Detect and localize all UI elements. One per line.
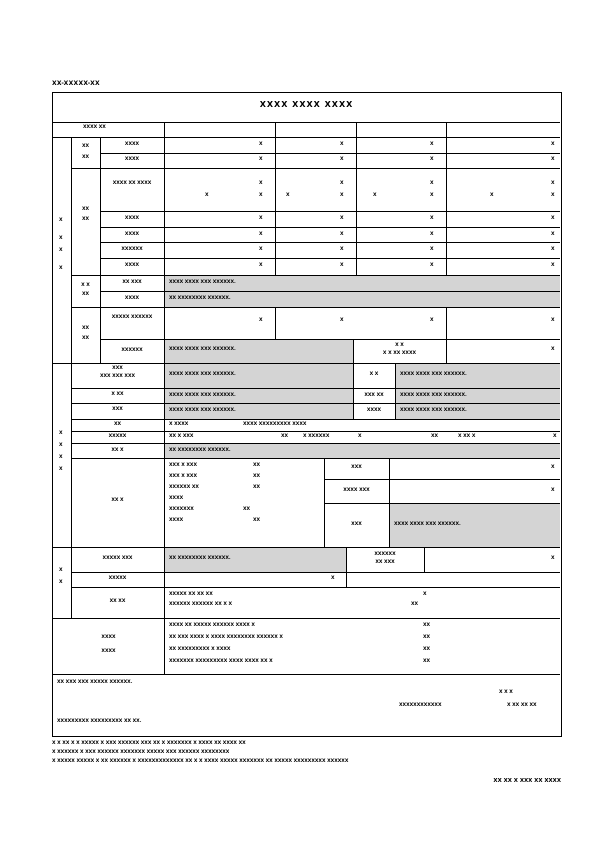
note-line: XXXX XX XXXXX XXXXXX XXXX X <box>169 623 255 628</box>
row-label: XXX <box>112 407 123 412</box>
row-label: XX X <box>111 498 124 503</box>
row-label: XXXX <box>124 142 140 147</box>
unit-mark: X <box>490 193 494 198</box>
note-line: XX XXXXXXXXX X XXXX <box>169 647 231 652</box>
unit-mark: X <box>551 216 555 221</box>
note-text: XXXX XXXX XXX XXXXXX. <box>169 372 236 377</box>
footer-note: X XXXXXX X XXX XXXXXX XXXXXXX XXXXX XXX XXXXXX XXXXXXXX <box>52 750 230 755</box>
note-line: XXXXXXX XXXXXXXXX XXXX XXXX XX X <box>169 659 273 664</box>
unit-mark: X <box>551 142 555 147</box>
row-label: XXXXX <box>108 434 127 439</box>
sub-label: XXX <box>351 465 362 470</box>
unit-mark: X <box>551 181 555 186</box>
note-text: XX XXXXXXXX XXXXXX. <box>169 556 231 561</box>
section-label: X <box>59 248 63 253</box>
sub-label: XX <box>81 217 90 222</box>
detail-line: XXX X XXX <box>169 463 197 468</box>
unit-mark: X <box>259 232 263 237</box>
row-label: XXXX <box>101 635 116 640</box>
divider <box>53 122 560 123</box>
date-line: X X X <box>499 690 513 695</box>
row-label: X XX <box>111 392 124 397</box>
side-label: XXXXXX <box>374 552 396 557</box>
row-label: XXXX <box>124 157 140 162</box>
unit-mark: X <box>259 193 263 198</box>
unit-mark: X <box>430 142 434 147</box>
unit-mark: X <box>430 247 434 252</box>
section-label: X <box>59 431 63 436</box>
side-label: XX XXX <box>375 560 395 565</box>
divider <box>53 618 560 619</box>
calc-text: XX X XXX <box>169 434 194 439</box>
unit-mark: X <box>340 247 344 252</box>
divider <box>71 168 560 169</box>
divider <box>100 211 560 212</box>
row-label: XXXXX XXX <box>102 556 133 561</box>
section-label: X <box>59 580 63 585</box>
row-label: XXX <box>112 366 123 371</box>
divider <box>424 547 425 572</box>
unit-mark: X <box>340 216 344 221</box>
divider <box>275 122 276 275</box>
unit-mark: X <box>373 193 377 198</box>
row-label: XXXXXX <box>121 247 143 252</box>
note-val: X <box>423 592 427 597</box>
row-label: XX X <box>111 448 124 453</box>
calc-text: X <box>358 434 362 439</box>
detail-val: XX <box>253 463 261 468</box>
divider <box>71 431 560 432</box>
unit-mark: X <box>259 318 263 323</box>
inline-label: X X <box>369 372 379 377</box>
row-label: XX <box>113 422 122 427</box>
row-label: XXXX <box>101 649 116 654</box>
application-form <box>52 92 562 737</box>
unit-mark: X <box>551 193 555 198</box>
divider <box>71 458 560 459</box>
divider <box>71 419 560 420</box>
calc-text: XX <box>431 434 439 439</box>
unit-mark: X <box>205 193 209 198</box>
sign-label: XXXXXXXXXXXX <box>399 703 442 708</box>
ref-label: X X XX XXXX <box>382 351 417 356</box>
unit-mark: X <box>551 247 555 252</box>
unit-mark: X <box>430 232 434 237</box>
note-line: XX XXX XXXX X XXXX XXXXXXXX XXXXXX X <box>169 635 283 640</box>
inline-label: XXXX <box>366 408 382 413</box>
unit-mark: X <box>551 318 555 323</box>
section-label: X <box>59 443 63 448</box>
detail-val: XX <box>243 507 251 512</box>
document-code: XX-XXXXX-XX <box>52 80 100 87</box>
detail-val: XX <box>253 518 261 523</box>
list-text: XXXX XXXXXXXXX XXXX <box>243 422 307 427</box>
divider <box>275 307 276 339</box>
detail-line: XXXX <box>169 518 184 523</box>
row-label: XX XX <box>109 599 126 604</box>
note-val: XX <box>423 659 431 664</box>
divider <box>53 137 560 138</box>
ref-label: X X <box>395 343 404 348</box>
detail-line: XXX X XXX <box>169 474 197 479</box>
section-label: X <box>59 236 63 241</box>
section-label: X <box>59 568 63 573</box>
divider <box>324 479 560 480</box>
note-text: XXXX XXXX XXX XXXXXX. <box>400 372 467 377</box>
unit-mark: X <box>430 181 434 186</box>
list-text: X XXXX <box>169 422 189 427</box>
unit-mark: X <box>430 193 434 198</box>
unit-mark: X <box>340 193 344 198</box>
unit-mark: X <box>430 216 434 221</box>
sub-label: XXXX XXX <box>343 488 370 493</box>
form-title: XXXX XXXX XXXX <box>259 100 354 109</box>
confirm-text: XXXXXXXXX XXXXXXXXX XX XX. <box>57 719 142 724</box>
unit-mark: X <box>551 263 555 268</box>
divider <box>71 363 72 547</box>
calc-text: XX <box>281 434 289 439</box>
row-label: XXXXXX <box>121 348 143 353</box>
row-label: XXX XXX XXX <box>99 374 136 379</box>
note-val: XX <box>411 602 419 607</box>
unit-mark: X <box>551 488 555 493</box>
divider <box>100 242 560 243</box>
calc-text: X XX X <box>458 434 476 439</box>
note-text: XXXX XXXX XXX XXXXXX. <box>169 280 236 285</box>
divider <box>356 122 357 275</box>
unit-mark: X <box>340 263 344 268</box>
divider <box>164 618 165 674</box>
unit-mark: X <box>259 181 263 186</box>
unit-mark: X <box>259 216 263 221</box>
detail-line: XXXXXX XX <box>169 485 199 490</box>
note-text: XXXX XXXX XXX XXXXXX. <box>169 393 236 398</box>
unit-mark: X <box>551 157 555 162</box>
footer-note: X XXXXX XXXXX X XX XXXXXX X XXXXXXXXXXXXX XX X X XXXX XXXXX XXXXXXX XX XXXXX XXXXXXXXX XXXXXX <box>52 759 349 764</box>
note-val: XX <box>423 647 431 652</box>
sign-value: X XX XX XX <box>507 703 537 708</box>
row-label: XX XXX <box>122 280 142 285</box>
note-val: XX <box>423 635 431 640</box>
divider <box>100 258 560 259</box>
note-text: XX XXXXXXXX XXXXXX. <box>169 448 231 453</box>
unit-mark: X <box>259 263 263 268</box>
detail-line: XXXXXXX <box>169 507 194 512</box>
note-text: XXXX XXXX XXX XXXXXX. <box>169 408 236 413</box>
divider <box>100 227 560 228</box>
unit-mark: X <box>430 157 434 162</box>
sub-label: XX <box>81 155 90 160</box>
row-label: XXXXX <box>108 576 127 581</box>
unit-mark: X <box>340 157 344 162</box>
divider <box>446 339 447 363</box>
sub-label: XX <box>81 336 90 341</box>
sub-label: XXX <box>351 522 362 527</box>
sub-label: X X <box>81 283 90 288</box>
note-line: XXXXX XX XX XX <box>169 592 213 597</box>
unit-mark: X <box>340 318 344 323</box>
unit-mark: X <box>259 157 263 162</box>
divider <box>100 153 560 154</box>
row-label: XXXXX XXXXXX <box>111 315 153 320</box>
note-text: XXXX XXXX XXX XXXXXX. <box>169 347 236 352</box>
row-label: XXXX <box>124 232 140 237</box>
unit-mark: X <box>340 181 344 186</box>
unit-mark: X <box>340 142 344 147</box>
unit-mark: X <box>551 556 555 561</box>
section-label: X <box>59 218 63 223</box>
divider <box>53 674 560 675</box>
note-text: XXXX XXXX XXX XXXXXX. <box>400 408 467 413</box>
unit-mark: X <box>551 465 555 470</box>
unit-mark: X <box>259 142 263 147</box>
bottom-note: XX XXX XXX XXXXX XXXXXX. <box>57 680 133 685</box>
unit-mark: X <box>551 232 555 237</box>
divider <box>446 122 447 275</box>
inline-label: XXX XX <box>364 393 384 398</box>
footer-note: X X XX X X XXXXX X XXX XXXXXX XXX XX X XXXXXXX X XXXX XX XXXX XX <box>52 741 246 746</box>
unit-mark: X <box>340 232 344 237</box>
sub-label: XX <box>81 144 90 149</box>
unit-mark: X <box>430 263 434 268</box>
divider <box>446 307 447 339</box>
unit-mark: X <box>259 247 263 252</box>
note-val: XX <box>423 623 431 628</box>
sub-label: XX <box>81 207 90 212</box>
row-label: XXXX <box>124 296 140 301</box>
calc-text: X <box>553 434 557 439</box>
sub-label: XX <box>81 326 90 331</box>
unit-mark: X <box>286 193 290 198</box>
target-label: XXXX XX <box>83 125 106 130</box>
divider <box>71 572 560 573</box>
footer-code: XX XX X XXX XX XXXX <box>493 778 561 784</box>
detail-line: XXXX <box>169 496 184 501</box>
unit-mark: X <box>551 347 555 352</box>
row-label: XXXX <box>124 216 140 221</box>
section-label: X <box>59 266 63 271</box>
row-label: XXXX XX XXXX <box>112 181 152 186</box>
row-label: XXXX <box>124 263 140 268</box>
sub-label: XX <box>81 292 90 297</box>
note-line: XXXXXX XXXXXX XX X X <box>169 602 233 607</box>
divider <box>71 587 560 588</box>
unit-mark: X <box>430 318 434 323</box>
detail-val: XX <box>253 485 261 490</box>
section-label: X <box>59 467 63 472</box>
divider <box>71 307 560 308</box>
note-text: XXXX XXXX XXX XXXXXX. <box>400 393 467 398</box>
unit-mark: X <box>331 576 335 581</box>
note-text: XX XXXXXXXX XXXXXX. <box>169 296 231 301</box>
calc-text: X XXXXXX <box>303 434 330 439</box>
note-text: XXXX XXXX XXX XXXXXX. <box>394 522 461 527</box>
section-label: X <box>59 455 63 460</box>
detail-val: XX <box>253 474 261 479</box>
